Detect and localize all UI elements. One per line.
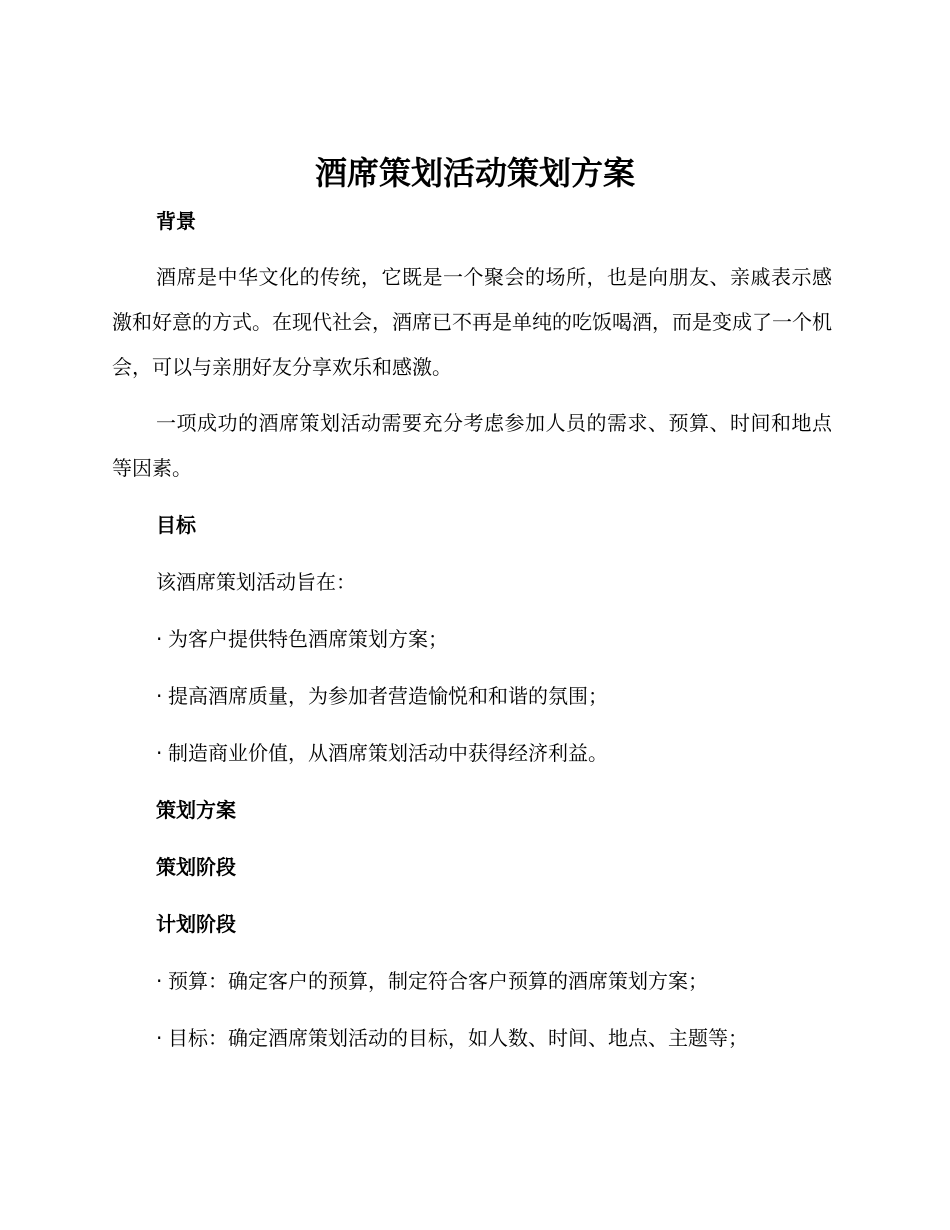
bullet-marker: · <box>156 969 163 993</box>
goals-bullet-3 <box>112 730 832 776</box>
section-heading-plan: 策划方案 <box>156 798 236 822</box>
goals-bullet-text: 制造商业价值，从酒席策划活动中获得经济利益。 <box>168 741 608 765</box>
bullet-marker: · <box>156 684 163 708</box>
goals-bullet-text: 提高酒席质量，为参加者营造愉悦和和谐的氛围； <box>168 684 608 708</box>
goals-bullet-text: 为客户提供特色酒席策划方案； <box>168 627 448 651</box>
plan-bullet-1 <box>112 958 832 1004</box>
background-paragraph-2: 一项成功的酒席策划活动需要充分考虑参加人员的需求、预算、时间和地点等因素。 <box>112 411 832 480</box>
background-paragraph-1: 酒席是中华文化的传统，它既是一个聚会的场所，也是向朋友、亲戚表示感激和好意的方式。在现代社会，酒席已不再是单纯的吃饭喝酒，而是变成了一个机会，可以与亲朋好友分享欢乐和感激。 <box>112 265 832 379</box>
plan-bullet-text: 目标：确定酒席策划活动的目标，如人数、时间、地点、主题等； <box>168 1026 748 1050</box>
goals-intro: 该酒席策划活动旨在： <box>156 570 356 594</box>
bullet-marker: · <box>156 1026 163 1050</box>
subheading-planning-stage: 策划阶段 <box>156 855 236 879</box>
plan-bullet-text: 预算：确定客户的预算，制定符合客户预算的酒席策划方案； <box>168 969 708 993</box>
subheading-plan-phase: 计划阶段 <box>156 912 236 936</box>
plan-bullet-2 <box>112 1015 832 1061</box>
section-heading-goals: 目标 <box>156 513 196 537</box>
section-heading-background: 背景 <box>156 209 196 233</box>
document-body <box>112 198 832 1072</box>
bullet-marker: · <box>156 741 163 765</box>
goals-bullet-1 <box>112 616 832 662</box>
document-title: 酒席策划活动策划方案 <box>314 154 635 192</box>
bullet-marker: · <box>156 627 163 651</box>
goals-bullet-2 <box>112 673 832 719</box>
